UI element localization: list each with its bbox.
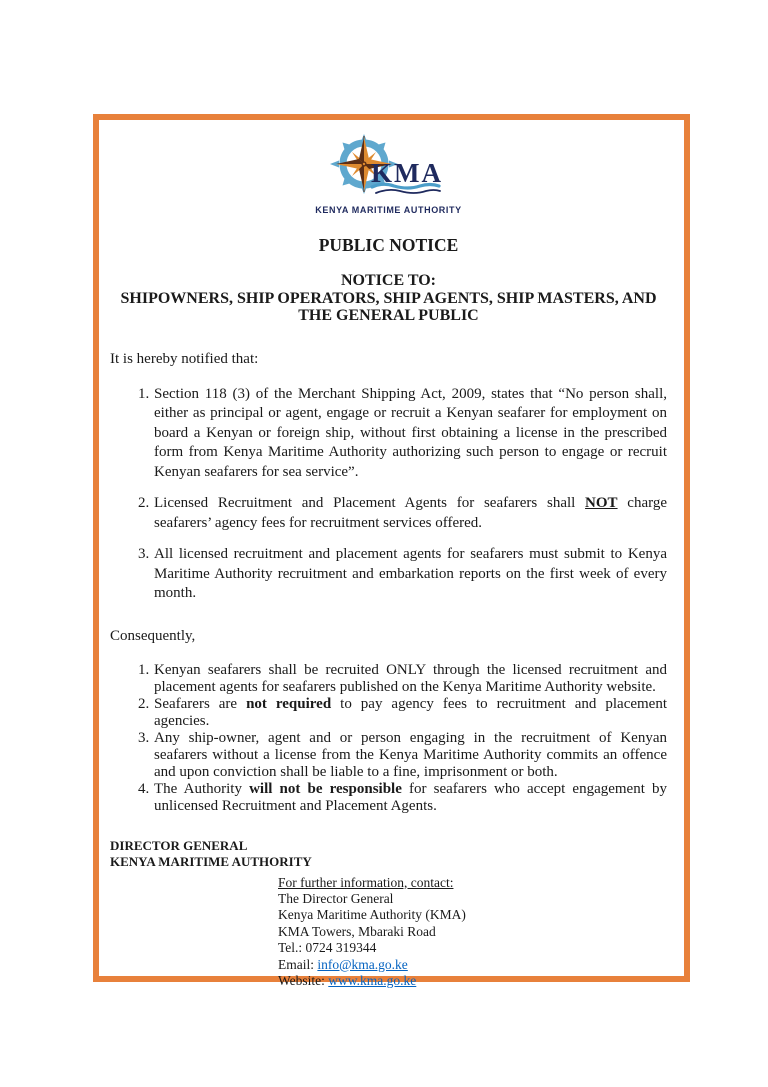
notice-border-frame (93, 114, 690, 988)
item-number: 1. (138, 661, 150, 678)
consequence-item-2 (138, 696, 667, 730)
signature-kenya-maritime-authority: KENYA MARITIME AUTHORITY (110, 853, 312, 869)
item-text-after: for seafarers who accept engagement by unlicensed Recruitment and Placement Agents. (154, 780, 667, 814)
item-number: 2. (138, 695, 150, 712)
item-text: All licensed recruitment and placement agents for seafarers must submit to Kenya Maritime Authority recruitment and embarkation reports on the first week of every month. (154, 546, 667, 601)
item-number: 2. (138, 495, 150, 511)
notice-to-heading: NOTICE TO: (341, 272, 436, 289)
signature-block (110, 838, 667, 870)
notified-item-3 (138, 545, 667, 604)
item-text-before: The Authority (154, 780, 250, 797)
signature-director-general: DIRECTOR GENERAL (110, 837, 248, 853)
website-label: Website: (278, 972, 329, 988)
contact-website-line (278, 973, 667, 989)
item-text (154, 696, 667, 730)
item-text: Section 118 (3) of the Merchant Shipping Act, 2009, states that “No person shall, either as principal or agent, engage or recruit a Kenyan seafarer for employment on board a Kenyan or foreign ship, without first obtaining a license in the prescribed form from Kenya Maritime Authority authorizing such person to engage or recruit Kenyan seafarers for sea service”. (154, 385, 667, 480)
contact-org-line: Kenya Maritime Authority (KMA) (278, 907, 466, 923)
consequence-item-1 (138, 662, 667, 696)
contact-address-line: KMA Towers, Mbaraki Road (278, 923, 436, 939)
contact-email-line (278, 957, 667, 973)
consequence-list (110, 662, 667, 815)
ship-wheel-compass-icon (328, 132, 450, 198)
will-not-be-responsible-bold-text: will not be responsible (249, 780, 402, 797)
item-number: 4. (138, 780, 150, 797)
not-emphasis-text: NOT (585, 495, 618, 511)
item-number: 1. (138, 385, 150, 402)
not-required-bold-text: not required (246, 695, 332, 712)
contact-heading: For further information, contact: (278, 874, 454, 890)
item-text (154, 781, 667, 815)
public-notice-title: PUBLIC NOTICE (318, 235, 459, 255)
contact-director-general: The Director General (278, 890, 394, 906)
org-name-text: KENYA MARITIME AUTHORITY (315, 205, 462, 215)
notified-item-2 (138, 494, 667, 533)
consequently-text: Consequently, (110, 627, 196, 644)
item-text-before: Seafarers are (154, 695, 247, 712)
addressees-heading: SHIPOWNERS, SHIP OPERATORS, SHIP AGENTS, SHIP MASTERS, AND THE GENERAL PUBLIC (120, 289, 657, 324)
consequence-item-4 (138, 781, 667, 815)
item-text-before: Licensed Recruitment and Placement Agents for seafarers shall (154, 495, 586, 511)
kma-acronym-text: KMA (370, 158, 443, 188)
website-link[interactable]: www.kma.go.ke (328, 972, 417, 988)
item-number: 3. (138, 729, 150, 746)
item-number: 3. (138, 546, 150, 562)
kma-logo-block (110, 132, 667, 215)
item-text: Any ship-owner, agent and or person engaging in the recruitment of Kenyan seafarers without a license from the Kenya Maritime Authority commits an offence and upon conviction shall be liable to a fine, imprisonment or both. (154, 729, 667, 780)
intro-text: It is hereby notified that: (110, 350, 259, 367)
item-text-after: charge seafarers’ agency fees for recruitment services offered. (154, 495, 667, 531)
item-text (154, 494, 667, 533)
notified-item-1 (138, 385, 667, 483)
contact-phone-line: Tel.: 0724 319344 (278, 940, 377, 956)
email-label: Email: (278, 956, 318, 972)
email-link[interactable]: info@kma.go.ke (317, 956, 408, 972)
contact-block (278, 875, 667, 990)
notified-list (110, 385, 667, 604)
item-text-after: to pay agency fees to recruitment and placement agencies. (154, 695, 668, 729)
item-text: Kenyan seafarers shall be recruited ONLY through the licensed recruitment and placement agents for seafarers published on the Kenya Maritime Authority website. (154, 661, 667, 695)
consequence-item-3 (138, 730, 667, 781)
